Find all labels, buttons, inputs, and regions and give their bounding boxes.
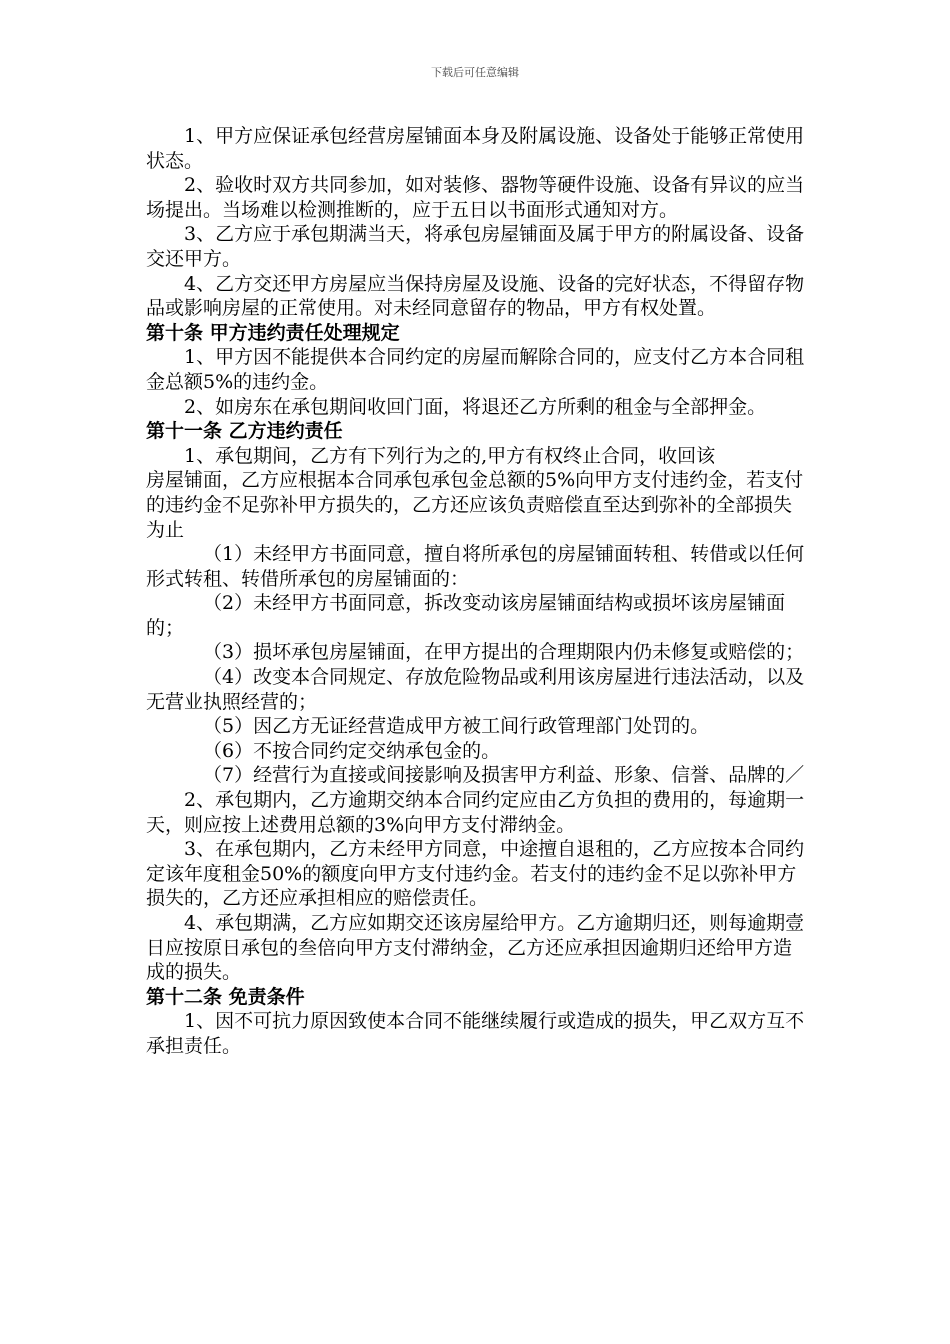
sub-clause-item: （1）未经甲方书面同意，擅自将所承包的房屋铺面转租、转借或以任何形式转租、转借所承包的房屋铺面的： xyxy=(146,543,805,590)
clause-paragraph: 房屋铺面，乙方应根据本合同承包承包金总额的5%向甲方支付违约金，若支付的违约金不足弥补甲方损失的，乙方还应该负责赔偿直至达到弥补的全部损失为止 xyxy=(146,469,804,541)
clause-paragraph: 3、乙方应于承包期满当天，将承包房屋铺面及属于甲方的附属设备、设备交还甲方。 xyxy=(146,223,805,270)
section-heading-12: 第十二条 免责条件 xyxy=(146,985,305,1008)
clause-paragraph: 2、验收时双方共同参加，如对装修、器物等硬件设施、设备有异议的应当场提出。当场难以检测推断的，应于五日以书面形式通知对方。 xyxy=(146,174,805,221)
sub-clause-item: （2）未经甲方书面同意，拆改变动该房屋铺面结构或损坏该房屋铺面的； xyxy=(146,592,786,639)
clause-paragraph: 2、如房东在承包期间收回门面，将退还乙方所剩的租金与全部押金。 xyxy=(184,395,767,418)
clause-paragraph: 2、承包期内，乙方逾期交纳本合同约定应由乙方负担的费用的，每逾期一天，则应按上述费用总额的3%向甲方支付滞纳金。 xyxy=(146,789,805,836)
clause-paragraph: 4、承包期满，乙方应如期交还该房屋给甲方。乙方逾期归还，则每逾期壹日应按原日承包的叁倍向甲方支付滞纳金，乙方还应承担因逾期归还给甲方造成的损失。 xyxy=(146,912,805,984)
clause-paragraph: 1、因不可抗力原因致使本合同不能继续履行或造成的损失，甲乙双方互不承担责任。 xyxy=(146,1010,805,1057)
clause-paragraph: 1、甲方因不能提供本合同约定的房屋而解除合同的，应支付乙方本合同租金总额5%的违约金。 xyxy=(146,346,805,393)
sub-clause-item: （3）损坏承包房屋铺面，在甲方提出的合理期限内仍未修复或赔偿的； xyxy=(203,641,805,664)
clause-paragraph: 3、在承包期内，乙方未经甲方同意，中途擅自退租的，乙方应按本合同约定该年度租金50%的额度向甲方支付违约金。若支付的违约金不足以弥补甲方损失的，乙方还应承担相应的赔偿责任。 xyxy=(146,838,805,910)
sub-clause-item: （4）改变本合同规定、存放危险物品或利用该房屋进行违法活动，以及无营业执照经营的； xyxy=(146,666,805,713)
sub-clause-item: （6）不按合同约定交纳承包金的。 xyxy=(203,739,501,762)
sub-clause-item: （7）经营行为直接或间接影响及损害甲方利益、形象、信誉、品牌的／ xyxy=(203,764,805,787)
clause-paragraph: 1、甲方应保证承包经营房屋铺面本身及附属设施、设备处于能够正常使用状态。 xyxy=(146,125,805,172)
clause-paragraph: 4、乙方交还甲方房屋应当保持房屋及设施、设备的完好状态，不得留存物品或影响房屋的正常使用。对未经同意留存的物品，甲方有权处置。 xyxy=(146,272,805,320)
sub-clause-item: （5）因乙方无证经营造成甲方被工间行政管理部门处罚的。 xyxy=(203,715,710,738)
section-heading-11: 第十一条 乙方违约责任 xyxy=(146,420,343,443)
page-header: 下载后可任意编辑 xyxy=(431,66,519,79)
document-body xyxy=(146,124,810,1059)
section-heading-10: 第十条 甲方违约责任处理规定 xyxy=(146,321,400,344)
clause-paragraph: 1、承包期间，乙方有下列行为之的,甲方有权终止合同，收回该 xyxy=(184,444,716,467)
